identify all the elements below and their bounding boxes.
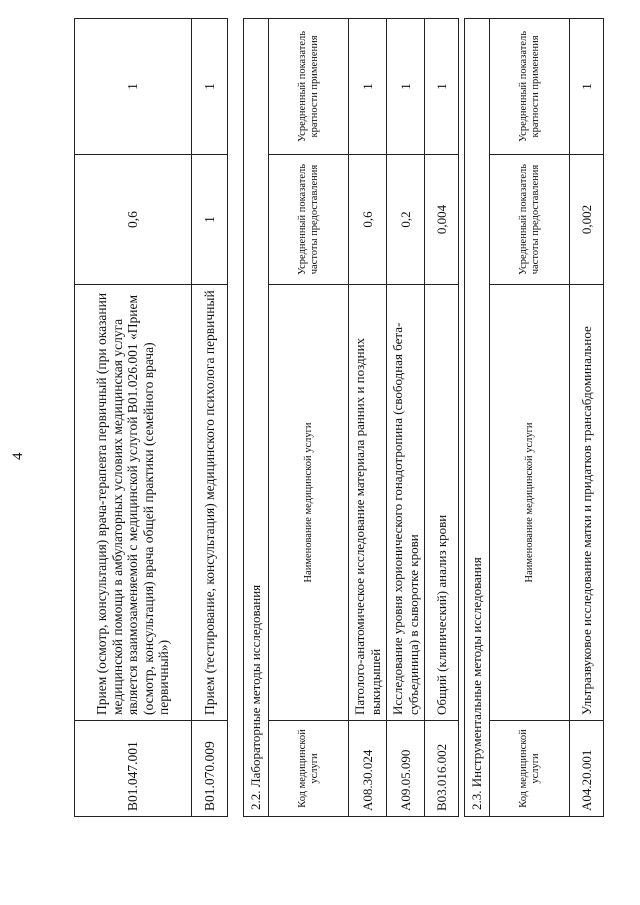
service-name: Прием (осмотр, консультация) врача-терапевта первичный (при оказании медицинской помощи в амбулаторных условиях медицинская услуга является взаимозаменяемой с медицинской услугой B01.026.001 «Прием (осмотр, консультация) врача общей практики (семейного врача) первичный») [75, 285, 192, 721]
section-title-row [465, 18, 490, 816]
table-row [387, 18, 425, 816]
header-frequency: Усредненный показатель частоты предоставления [269, 155, 349, 285]
table-header [269, 18, 349, 816]
multiplicity-value: 1 [192, 19, 228, 155]
service-code: A09.05.090 [387, 721, 425, 817]
table-row [349, 18, 387, 816]
service-code: B03.016.002 [425, 721, 459, 817]
header-name: Наименование медицинской услуги [490, 285, 570, 721]
table-row [570, 18, 604, 816]
services-table-continued [74, 18, 228, 817]
frequency-value: 1 [192, 155, 228, 285]
service-code: B01.047.001 [75, 721, 192, 817]
multiplicity-value: 1 [570, 18, 604, 154]
page-number: 4 [10, 452, 26, 460]
header-multiplicity: Усредненный показатель кратности применения [269, 18, 349, 154]
header-name: Наименование медицинской услуги [269, 285, 349, 721]
table-header [490, 18, 570, 816]
multiplicity-value: 1 [425, 18, 459, 154]
header-code: Код медицинской услуги [269, 721, 349, 817]
frequency-value: 0,002 [570, 155, 604, 285]
service-name: Ультразвуковое исследование матки и придатков трансабдоминальное [570, 285, 604, 721]
section-title: 2.2. Лабораторные методы исследования [244, 18, 269, 816]
frequency-value: 0,6 [349, 155, 387, 285]
section-title-row [244, 18, 269, 816]
multiplicity-value: 1 [349, 18, 387, 154]
frequency-value: 0,2 [387, 155, 425, 285]
frequency-value: 0,6 [75, 155, 192, 285]
multiplicity-value: 1 [75, 19, 192, 155]
header-multiplicity: Усредненный показатель кратности применения [490, 18, 570, 154]
lab-methods-table [243, 18, 459, 817]
service-code: A04.20.001 [570, 721, 604, 817]
header-code: Код медицинской услуги [490, 721, 570, 817]
service-name: Патолого-анатомическое исследование материала ранних и поздних выкидышей [349, 285, 387, 721]
section-title: 2.3. Инструментальные методы исследования [465, 18, 490, 816]
service-name: Прием (тестирование, консультация) медицинского психолога первичный [192, 285, 228, 721]
table-row [192, 19, 228, 817]
service-name: Исследование уровня хорионического гонадотропина (свободная бета-субъединица) в сыворотке крови [387, 285, 425, 721]
service-code: A08.30.024 [349, 721, 387, 817]
multiplicity-value: 1 [387, 18, 425, 154]
frequency-value: 0,004 [425, 155, 459, 285]
header-frequency: Усредненный показатель частоты предоставления [490, 155, 570, 285]
table-row [425, 18, 459, 816]
table-row [75, 19, 192, 817]
service-code: B01.070.009 [192, 721, 228, 817]
service-name: Общий (клинический) анализ крови [425, 285, 459, 721]
instrumental-methods-table [464, 18, 604, 817]
